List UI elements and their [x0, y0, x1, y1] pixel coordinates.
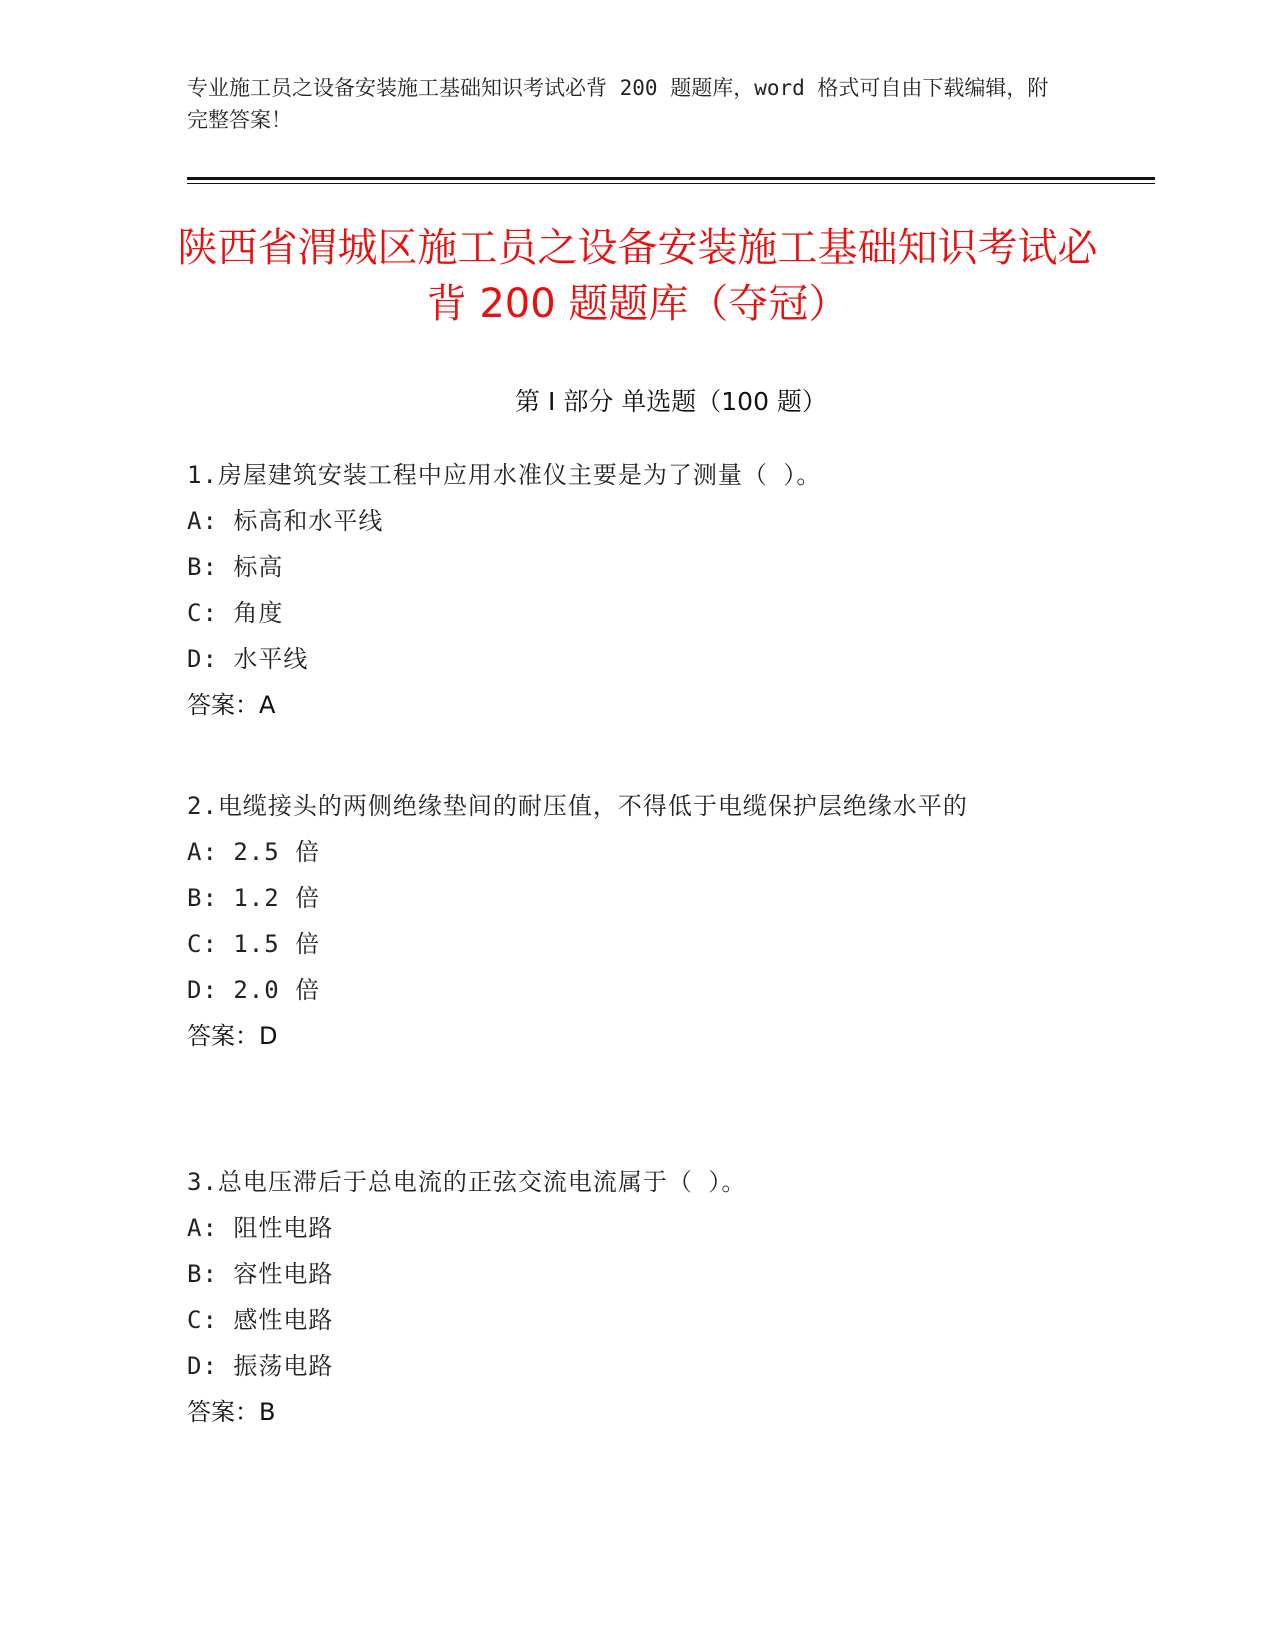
answer-line: 答案：B	[187, 1398, 276, 1426]
option-a: A: 标高和水平线	[187, 507, 384, 535]
document-title: 陕西省渭城区施工员之设备安装施工基础知识考试必背 200 题题库（夺冠）	[177, 225, 1098, 327]
option-d: D: 振荡电路	[187, 1352, 334, 1380]
option-a: A: 2.5 倍	[187, 838, 321, 866]
option-b: B: 标高	[187, 553, 284, 581]
option-d: D: 水平线	[187, 645, 309, 673]
question-block	[187, 1159, 1067, 1435]
option-c: C: 1.5 倍	[187, 930, 321, 958]
answer-line: 答案：A	[187, 691, 276, 719]
document-intro: 专业施工员之设备安装施工基础知识考试必背 200 题题库，word 格式可自由下载编辑，附完整答案！	[187, 76, 1049, 132]
question-stem: 1.房屋建筑安装工程中应用水准仪主要是为了测量（ ）。	[187, 461, 822, 489]
question-block	[187, 452, 1067, 728]
question-stem: 3.总电压滞后于总电流的正弦交流电流属于（ ）。	[187, 1168, 747, 1196]
option-b: B: 容性电路	[187, 1260, 334, 1288]
option-a: A: 阻性电路	[187, 1214, 334, 1242]
option-d: D: 2.0 倍	[187, 976, 321, 1004]
question-stem: 2.电缆接头的两侧绝缘垫间的耐压值，不得低于电缆保护层绝缘水平的	[187, 792, 968, 820]
option-c: C: 感性电路	[187, 1306, 334, 1334]
question-block	[187, 783, 1067, 1059]
option-c: C: 角度	[187, 599, 284, 627]
header-divider-thin	[187, 183, 1155, 184]
option-b: B: 1.2 倍	[187, 884, 321, 912]
answer-line: 答案：D	[187, 1022, 278, 1050]
section-title: 第 I 部分 单选题（100 题）	[515, 387, 827, 416]
header-divider-thick	[187, 177, 1155, 180]
